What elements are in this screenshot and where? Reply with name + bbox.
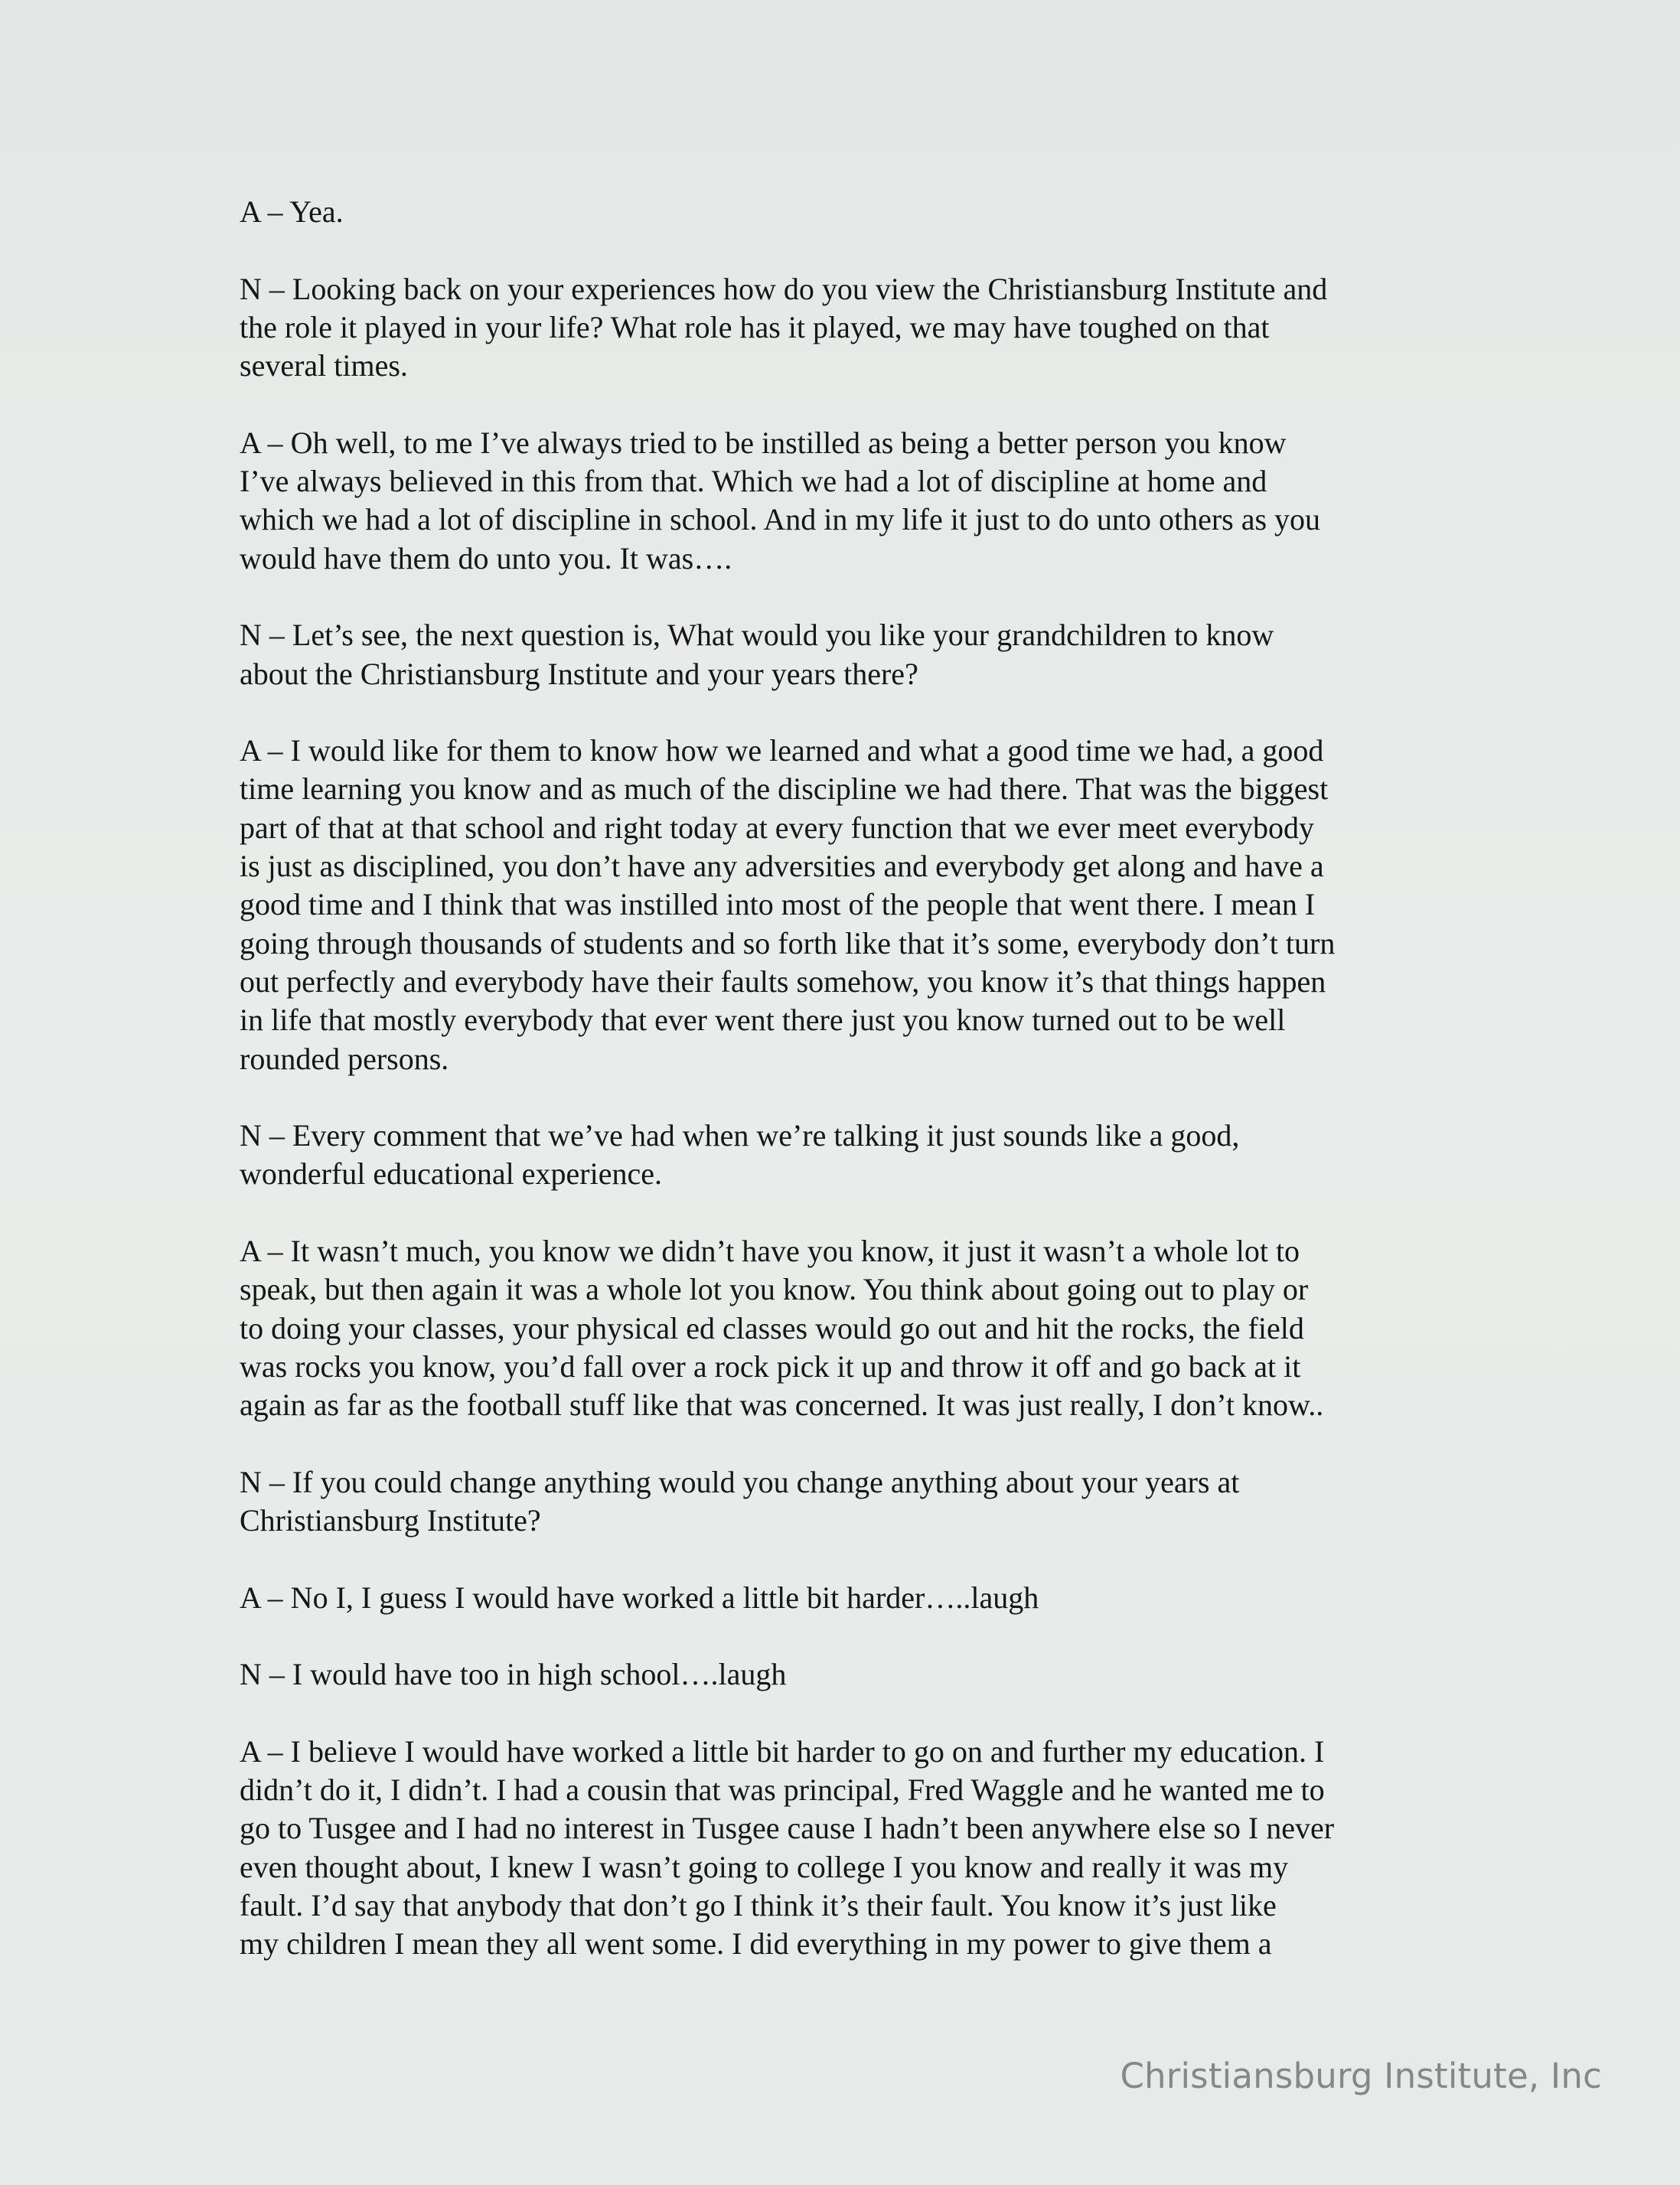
text-line: A – Yea.: [240, 194, 344, 229]
paragraph-question: [240, 1117, 1449, 1194]
text-line: fault. I’d say that anybody that don’t go I think it’s their fault. You know it’s just like: [240, 1888, 1277, 1923]
paragraph-question: [240, 1655, 1449, 1694]
paragraph-answer: [240, 1733, 1449, 1964]
text-line: N – Let’s see, the next question is, What would you like your grandchildren to know: [240, 618, 1274, 653]
paragraph-answer: [240, 732, 1449, 1078]
text-line: didn’t do it, I didn’t. I had a cousin that was principal, Fred Waggle and he wanted me to: [240, 1772, 1325, 1808]
paragraph-question: [240, 616, 1449, 693]
paragraph-answer: [240, 193, 1449, 231]
text-line: Christiansburg Institute?: [240, 1503, 541, 1538]
paragraph-question: [240, 270, 1449, 386]
text-line: I’ve always believed in this from that. Which we had a lot of discipline at home and: [240, 464, 1267, 499]
watermark-text: Christiansburg Institute, Inc: [1120, 2056, 1602, 2096]
text-line: would have them do unto you. It was….: [240, 540, 732, 576]
text-line: A – I believe I would have worked a little bit harder to go on and further my education. I: [240, 1733, 1325, 1769]
text-line: A – It wasn’t much, you know we didn’t have you know, it just it wasn’t a whole lot to: [240, 1234, 1300, 1269]
paragraph-answer: [240, 424, 1449, 578]
text-line: again as far as the football stuff like that was concerned. It was just really, I don’t know..: [240, 1388, 1324, 1423]
text-line: about the Christiansburg Institute and your years there?: [240, 656, 918, 691]
text-line: speak, but then again it was a whole lot you know. You think about going out to play or: [240, 1272, 1309, 1307]
text-line: even thought about, I knew I wasn’t going to college I you know and really it was my: [240, 1849, 1289, 1884]
text-line: good time and I think that was instilled into most of the people that went there. I mean I: [240, 887, 1316, 922]
paragraph-answer: [240, 1232, 1449, 1424]
text-line: my children I mean they all went some. I did everything in my power to give them a: [240, 1926, 1272, 1962]
text-line: time learning you know and as much of the discipline we had there. That was the biggest: [240, 771, 1329, 807]
text-line: part of that at that school and right today at every function that we ever meet everybody: [240, 810, 1314, 845]
text-line: going through thousands of students and so forth like that it’s some, everybody don’t turn: [240, 925, 1336, 960]
text-line: in life that mostly everybody that ever went there just you know turned out to be well: [240, 1003, 1286, 1038]
text-line: which we had a lot of discipline in school. And in my life it just to do unto others as you: [240, 502, 1321, 537]
text-line: was rocks you know, you’d fall over a rock pick it up and throw it off and go back at it: [240, 1349, 1301, 1384]
text-line: N – I would have too in high school….laugh: [240, 1657, 787, 1692]
text-line: several times.: [240, 348, 408, 383]
text-line: out perfectly and everybody have their faults somehow, you know it’s that things happen: [240, 964, 1326, 999]
text-line: rounded persons.: [240, 1041, 449, 1076]
text-line: N – Looking back on your experiences how do you view the Christiansburg Institute and: [240, 271, 1328, 306]
paragraph-answer: [240, 1579, 1449, 1617]
transcript-body: [240, 193, 1449, 2002]
text-line: N – If you could change anything would you change anything about your years at: [240, 1464, 1240, 1499]
text-line: the role it played in your life? What role has it played, we may have toughed on that: [240, 309, 1270, 344]
text-line: go to Tusgee and I had no interest in Tusgee cause I hadn’t been anywhere else so I never: [240, 1811, 1335, 1846]
text-line: to doing your classes, your physical ed classes would go out and hit the rocks, the field: [240, 1310, 1304, 1345]
text-line: A – No I, I guess I would have worked a little bit harder…..laugh: [240, 1580, 1039, 1615]
paragraph-question: [240, 1463, 1449, 1541]
text-line: is just as disciplined, you don’t have any adversities and everybody get along and have a: [240, 849, 1324, 884]
text-line: N – Every comment that we’ve had when we’re talking it just sounds like a good,: [240, 1118, 1240, 1153]
text-line: A – I would like for them to know how we learned and what a good time we had, a good: [240, 733, 1324, 768]
text-line: wonderful educational experience.: [240, 1156, 662, 1192]
text-line: A – Oh well, to me I’ve always tried to be instilled as being a better person you know: [240, 425, 1287, 460]
